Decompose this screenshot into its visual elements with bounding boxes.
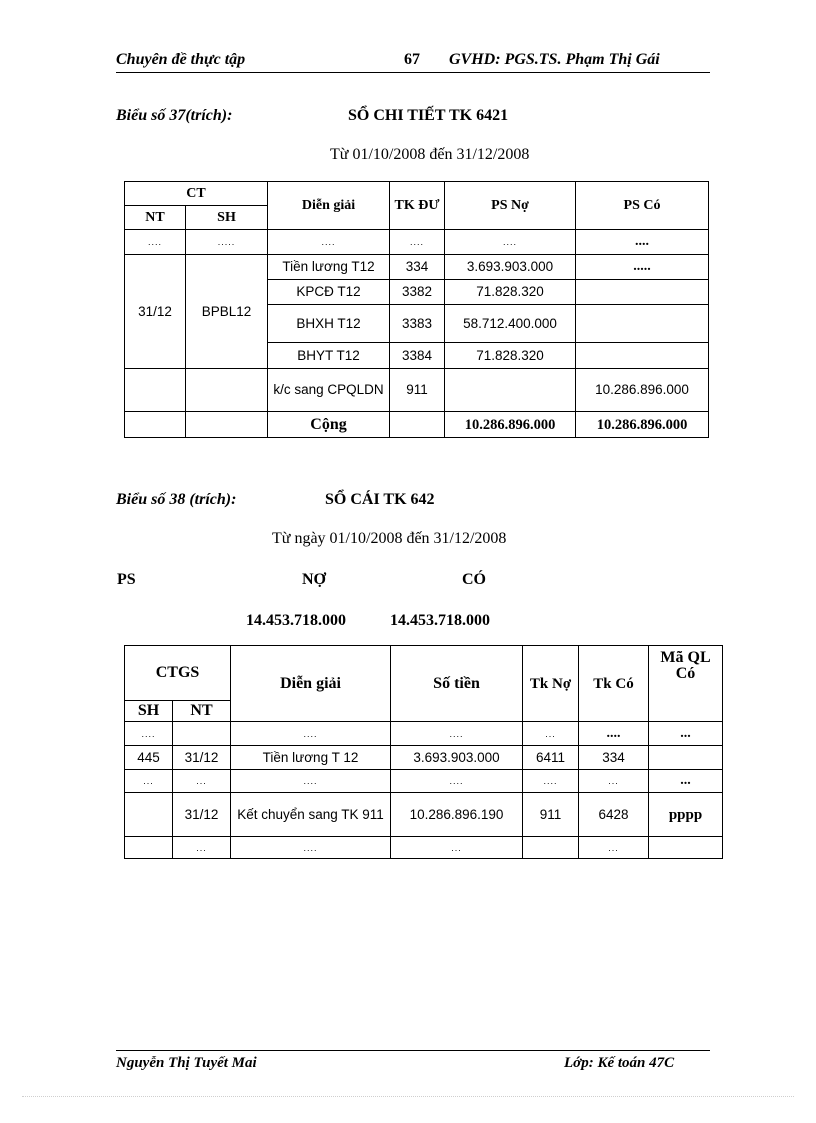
cell-ma [649, 837, 723, 859]
table-row [125, 722, 723, 746]
table-row [125, 230, 709, 255]
cell-nt: 31/12 [125, 255, 186, 369]
co-total-value: 14.453.718.000 [390, 612, 490, 629]
cell-so-tien: 10.286.896.190 [391, 793, 523, 837]
cell-ps-co: 10.286.896.000 [576, 369, 709, 412]
cell-nt: ... [173, 770, 231, 793]
ps-label: PS [117, 571, 136, 588]
cell-sh [186, 369, 268, 412]
cell-ps-no: 3.693.903.000 [445, 255, 576, 280]
cell-sh [125, 793, 173, 837]
cell-sh: BPBL12 [186, 255, 268, 369]
cell-so-tien: .... [391, 770, 523, 793]
table-row [125, 746, 723, 770]
cell-ps-no: 58.712.400.000 [445, 305, 576, 343]
cell-dien-giai: Kết chuyển sang TK 911 [231, 793, 391, 837]
footer-author: Nguyễn Thị Tuyết Mai [116, 1055, 257, 1071]
cell-so-tien: .... [391, 722, 523, 746]
cell-tk-no: ... [523, 722, 579, 746]
section2-title: SỔ CÁI TK 642 [325, 491, 435, 508]
cell-ps-no: 71.828.320 [445, 343, 576, 369]
col-sh: SH [125, 701, 173, 722]
total-row [125, 412, 709, 438]
col-tk-co: Tk Có [579, 646, 649, 722]
col-tk-no: Tk Nợ [523, 646, 579, 722]
cell-sh [125, 837, 173, 859]
cell-ps-co [576, 280, 709, 305]
page-number: 67 [404, 51, 420, 68]
cell-tk: 3382 [390, 280, 445, 305]
header-topic: Chuyên đề thực tập [116, 51, 246, 68]
table-row [125, 793, 723, 837]
section1-period: Từ 01/10/2008 đến 31/12/2008 [330, 146, 530, 163]
cell-dien-giai: .... [231, 837, 391, 859]
header-row [125, 646, 723, 701]
cell-tk-no: 6411 [523, 746, 579, 770]
cell-tk-co: .... [579, 722, 649, 746]
cell-ma [649, 746, 723, 770]
page-edge-divider [22, 1096, 794, 1097]
cell-nt [125, 369, 186, 412]
cell-ps-no: .... [445, 230, 576, 255]
cell-nt: ... [173, 837, 231, 859]
col-dien-giai: Diễn giải [231, 646, 391, 722]
cell-tk: 3384 [390, 343, 445, 369]
cell-dien-giai: .... [268, 230, 390, 255]
header-row [125, 182, 709, 206]
cell-so-tien: ... [391, 837, 523, 859]
co-label: CÓ [462, 571, 486, 588]
cell-dien-giai: .... [231, 722, 391, 746]
cell-ps-no [445, 369, 576, 412]
section1-caption: Biểu số 37(trích): [116, 107, 233, 124]
col-ps-no: PS Nợ [445, 182, 576, 230]
table-row [125, 770, 723, 793]
cell-dien-giai: .... [231, 770, 391, 793]
table-row [125, 255, 709, 280]
no-label: NỢ [302, 571, 326, 588]
general-ledger-table [124, 645, 723, 859]
cell-tk-co: 334 [579, 746, 649, 770]
col-ctgs: CTGS [125, 646, 231, 701]
section2-period: Từ ngày 01/10/2008 đến 31/12/2008 [272, 530, 507, 547]
cell-tk-no: .... [523, 770, 579, 793]
cell-ps-no: 71.828.320 [445, 280, 576, 305]
cell-tk [390, 412, 445, 438]
cell-tk: 911 [390, 369, 445, 412]
cell-dien-giai: BHXH T12 [268, 305, 390, 343]
cell-nt [125, 412, 186, 438]
page-header [116, 50, 710, 73]
col-sh: SH [186, 206, 268, 230]
cell-tk-co: ... [579, 837, 649, 859]
cell-dien-giai: k/c sang CPQLDN [268, 369, 390, 412]
cell-ma: ... [649, 770, 723, 793]
total-ps-no: 10.286.896.000 [445, 412, 576, 438]
cell-sh: ... [125, 770, 173, 793]
section1-title: SỔ CHI TIẾT TK 6421 [348, 107, 509, 124]
table-row [125, 837, 723, 859]
cell-sh: ..... [186, 230, 268, 255]
col-ct: CT [125, 182, 268, 206]
cell-nt: 31/12 [173, 793, 231, 837]
cell-dien-giai: KPCĐ T12 [268, 280, 390, 305]
cell-sh: 445 [125, 746, 173, 770]
section2-caption: Biểu số 38 (trích): [116, 491, 237, 508]
footer-class: Lớp: Kế toán 47C [564, 1055, 675, 1071]
cell-ps-co [576, 305, 709, 343]
cell-ma: pppp [649, 793, 723, 837]
col-dien-giai: Diễn giải [268, 182, 390, 230]
cell-ma: ... [649, 722, 723, 746]
cell-tk-co: ... [579, 770, 649, 793]
table-row [125, 369, 709, 412]
col-nt: NT [173, 701, 231, 722]
header-supervisor: GVHD: PGS.TS. Phạm Thị Gái [449, 51, 660, 68]
cell-nt: 31/12 [173, 746, 231, 770]
cell-tk-no: 911 [523, 793, 579, 837]
cell-ps-co [576, 343, 709, 369]
cell-tk: 334 [390, 255, 445, 280]
col-tk-du: TK ĐƯ [390, 182, 445, 230]
cell-tk: 3383 [390, 305, 445, 343]
cell-nt [173, 722, 231, 746]
total-label: Cộng [268, 412, 390, 438]
cell-ps-co: ..... [576, 255, 709, 280]
col-ma-ql-co: Mã QL Có [649, 646, 723, 722]
col-nt: NT [125, 206, 186, 230]
cell-sh: .... [125, 722, 173, 746]
cell-tk-no [523, 837, 579, 859]
cell-dien-giai: BHYT T12 [268, 343, 390, 369]
col-so-tien: Số tiền [391, 646, 523, 722]
cell-nt: .... [125, 230, 186, 255]
cell-so-tien: 3.693.903.000 [391, 746, 523, 770]
detail-ledger-table [124, 181, 709, 438]
total-ps-co: 10.286.896.000 [576, 412, 709, 438]
no-total-value: 14.453.718.000 [246, 612, 346, 629]
cell-tk-co: 6428 [579, 793, 649, 837]
page-footer [116, 1050, 710, 1075]
cell-tk: .... [390, 230, 445, 255]
cell-sh [186, 412, 268, 438]
cell-dien-giai: Tiền lương T 12 [231, 746, 391, 770]
col-ps-co: PS Có [576, 182, 709, 230]
cell-dien-giai: Tiền lương T12 [268, 255, 390, 280]
cell-ps-co: .... [576, 230, 709, 255]
